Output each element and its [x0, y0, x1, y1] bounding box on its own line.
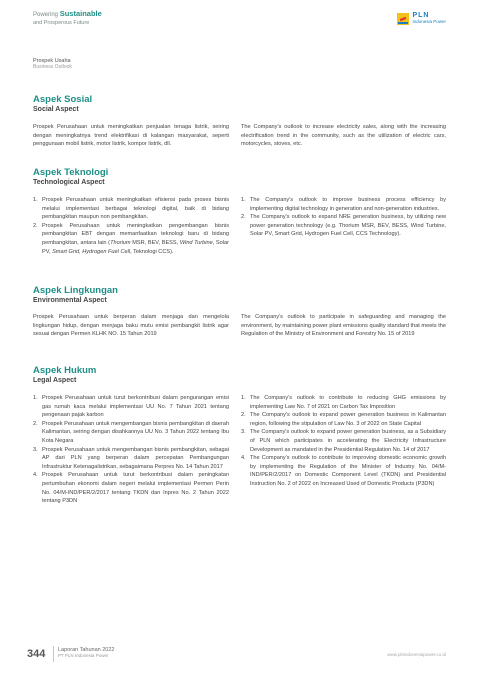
- list-item: 3. The Company's outlook to expand power generation business, as a Subsidiary of PLN which participates in accelerating the Electricity Infrastructure Development as mandated in the Presidential Regulation No. 14 of 2017: [241, 429, 446, 453]
- legal-list-id: [33, 394, 229, 506]
- env-title: Aspek Lingkungan: [33, 285, 118, 296]
- page-number: 344: [27, 648, 46, 660]
- breadcrumb: [33, 58, 72, 70]
- tagline-prefix: Powering: [33, 12, 59, 18]
- pln-logo: [397, 13, 446, 25]
- list-item: 4. Prospek Perusahaan untuk turut berkontribusi dalam peningkatan pertumbuhan ekonomi dalam negeri melalui implementasi Permen Perin No. 04/M-IND/PER/2/2017 tentang TKDN dan Inpres No. 2 Tahun 2022 tentang P3DN: [33, 472, 229, 505]
- website-url: www.plnindonesiapower.co.id: [387, 652, 446, 657]
- breadcrumb-en: Business Outlook: [33, 64, 72, 70]
- tech-list-id: [33, 196, 229, 256]
- list-item: 1. Prospek Perusahaan untuk turut berkontribusi dalam pengurangan emisi gas rumah kaca melalui implementasi UU No. 7 Tahun 2021 tentang pengenaan pajak karbon: [33, 395, 229, 419]
- env-text-en: The Company's outlook to participate in safeguarding and managing the environment, by maintaining power plant emissions quality standard that meets the Regulation of the Ministry of Environment and Forestry No. 15 of 2019: [241, 314, 446, 338]
- legal-title: Aspek Hukum: [33, 365, 97, 376]
- legal-list-en: [241, 394, 446, 489]
- legal-subtitle: Legal Aspect: [33, 377, 77, 384]
- social-text-id: Prospek Perusahaan untuk meningkatkan penjualan tenaga listrik, seiring dengan meningkatnya trend elektrifikasi di kalangan masyarakat, seperti penggunaan mobil listrik, motor listrik, kompor listrik, dll.: [33, 124, 229, 148]
- logo-subtitle: Indonesia Power: [412, 19, 446, 24]
- social-text-en: The Company's outlook to increase electricity sales, along with the increasing electrification trend in the community, such as the utilization of electric cars, motorcycles, stoves, etc.: [241, 124, 446, 148]
- logo-name: PLN: [412, 12, 430, 19]
- tech-title: Aspek Teknologi: [33, 167, 109, 178]
- report-title: Laporan Tahunan 2022: [58, 647, 115, 653]
- breadcrumb-id: Prospek Usaha: [33, 58, 71, 64]
- footer-report: [58, 647, 114, 659]
- header-tagline: [33, 10, 102, 27]
- list-item: 1. The Company's outlook to improve business process efficiency by implementing digital technology in generation and non-generation industries.: [241, 197, 446, 212]
- list-item: 2. The Company's outlook to expand power generation business in Kalimantan region, following the stipulation of Law No. 3 of 2022 on State Capital: [241, 412, 446, 427]
- tagline-emphasis: Sustainable: [59, 9, 102, 18]
- env-text-id: Prospek Perusahaan untuk berperan dalam menjaga dan mengelola lingkungan hidup, dengan menjaga baku mutu emisi pembangkit listrik agar sesuai dengan Permen KLHK NO. 15 Tahun 2019: [33, 314, 229, 338]
- company-name: PT PLN Indonesia Power: [58, 653, 109, 658]
- pln-logo-icon: [397, 13, 409, 25]
- tech-subtitle: Technological Aspect: [33, 179, 105, 186]
- tagline-line2: and Prosperous Future: [33, 20, 90, 26]
- tech-list-en: [241, 196, 446, 239]
- list-item: 1. The Company's outlook to contribute to reducing GHG emissions by implementing Law No. 7 of 2021 on Carbon Tax Imposition: [241, 395, 446, 410]
- list-item: 3. Prospek Perusahaan untuk mengembangan bisnis pembangkitan, sebagai AP dari PLN yang berperan dalam percepatan Pembangungan Infrastruktur Ketenagalistrikan, sebagaimana Perpres No. 14 Tahun 2017: [33, 446, 229, 470]
- list-item: 1. Prospek Perusahaan untuk meningkatkan efisiensi pada proses bisnis melalui implementasi berbagai teknologi digital, baik di bidang pembangkitan maupun non pembangkitan.: [33, 197, 229, 221]
- list-item: 2. Prospek Perusahaan untuk mengembangan bisnis pembangkitan di daerah Kalimantan, seiring dengan disahkannya UU No. 3 Tahun 2022 tentang Ibu Kota Negara: [33, 420, 229, 444]
- list-item: 2. Prospek Perusahaan untuk meningkatkan pengembangan bisnis pembangkitan EBT dengan memanfaatkan teknologi baru di bidang pembangkitan, antara lain (Thorium MSR, BEV, BESS, Wind Turbine, Solar PV, Smart Grid, Hydrogen Fuel Cell, Teknologi CCS).: [33, 222, 229, 255]
- list-item: 2. The Company's outlook to expand NRE generation business, by utilizing new power generation technology (e.g. Thorium MSR, BEV, BESS, Wind Turbine, Solar PV, Smart Grid, Hydrogen Fuel Cell, CCS Technology).: [241, 214, 446, 238]
- list-item: 4. The Company's outlook to contribute to improving domestic economic growth by implementing the Regulation of the Minister of Industry No. 04/M-IND/PER/2/2017 on Domestic Component Level (TKDN) and Presidential Instruction No. 2 of 2022 on Increased Used of Domestic Products (P3DN): [241, 455, 446, 487]
- env-subtitle: Environmental Aspect: [33, 297, 107, 304]
- footer-divider: [53, 646, 54, 662]
- social-title: Aspek Sosial: [33, 94, 93, 105]
- social-subtitle: Social Aspect: [33, 106, 79, 113]
